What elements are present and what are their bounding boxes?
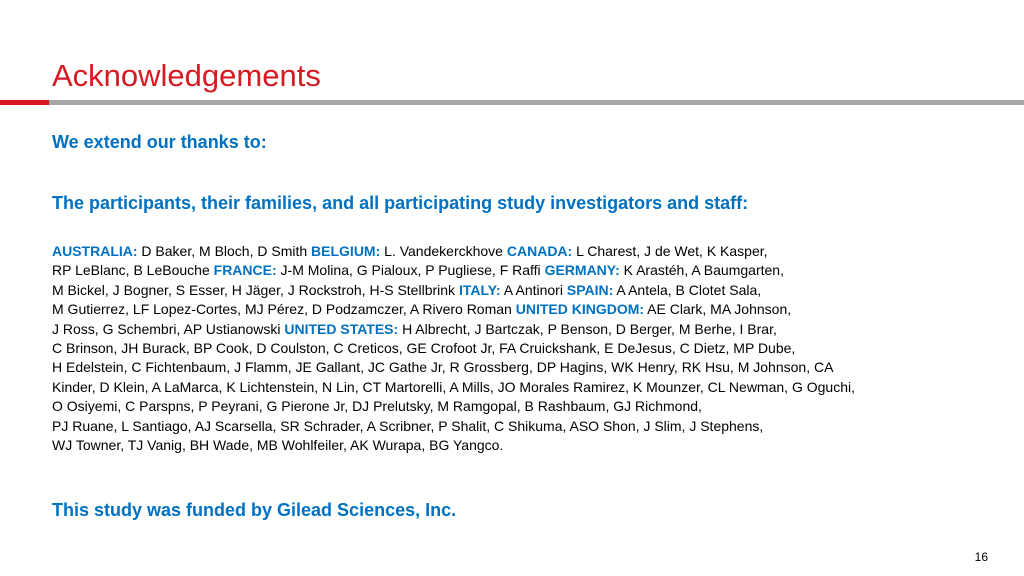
investigator-names: J Ross, G Schembri, AP Ustianowski <box>52 320 285 337</box>
acknowledgement-line <box>52 378 1012 397</box>
investigator-names: O Osiyemi, C Parspns, P Peyrani, G Pierone Jr, DJ Prelutsky, M Ramgopal, B Rashbaum, GJ Richmond, <box>52 398 702 415</box>
title-rule-accent <box>0 100 49 105</box>
investigator-names: L Charest, J de Wet, K Kasper, <box>572 243 768 259</box>
investigator-names: H Albrecht, J Bartczak, P Benson, D Berger, M Berhe, I Brar, <box>398 320 777 337</box>
country-label: BELGIUM: <box>311 243 381 259</box>
investigator-names: RP LeBlanc, B LeBouche <box>52 262 214 279</box>
investigator-names: K Arastéh, A Baumgarten, <box>619 262 784 279</box>
investigator-names: PJ Ruane, L Santiago, AJ Scarsella, SR Schrader, A Scribner, P Shalit, C Shikuma, ASO Shon, J Slim, J Stephens, <box>52 417 764 434</box>
funding-statement: This study was funded by Gilead Sciences, Inc. <box>52 500 457 520</box>
acknowledgement-line <box>52 261 1012 280</box>
investigator-names: WJ Towner, TJ Vanig, BH Wade, MB Wohlfeiler, AK Wurapa, BG Yangco. <box>52 436 504 453</box>
country-label: GERMANY: <box>544 262 620 279</box>
acknowledgement-line <box>52 417 1012 436</box>
participants-heading: The participants, their families, and all participating study investigators and staff: <box>52 193 749 213</box>
country-label: FRANCE: <box>213 262 277 279</box>
investigator-names: J-M Molina, G Pialoux, P Pugliese, F Raffi <box>276 262 545 279</box>
investigator-names: Kinder, D Klein, A LaMarca, K Lichtenstein, N Lin, CT Martorelli, A Mills, JO Morales Ramirez, K Mounzer, CL Newman, G Oguchi, <box>52 378 855 395</box>
acknowledgement-list <box>52 242 1012 455</box>
acknowledgement-line <box>52 358 1012 377</box>
country-label: AUSTRALIA: <box>52 243 138 259</box>
page-number: 16 <box>974 550 988 564</box>
investigator-names: AE Clark, MA Johnson, <box>644 301 792 318</box>
thanks-heading: We extend our thanks to: <box>52 132 267 152</box>
investigator-names: C Brinson, JH Burack, BP Cook, D Coulston, C Creticos, GE Crofoot Jr, FA Cruickshank, E DeJesus, C Dietz, MP Dube, <box>52 339 796 356</box>
acknowledgement-line <box>52 300 1012 319</box>
title-rule <box>49 100 1024 105</box>
acknowledgement-line <box>52 339 1012 358</box>
country-label: CANADA: <box>506 243 573 259</box>
investigator-names: H Edelstein, C Fichtenbaum, J Flamm, JE Gallant, JC Gathe Jr, R Grossberg, DP Hagins, WK Henry, RK Hsu, M Johnson, CA <box>52 359 834 376</box>
country-label: UNITED STATES: <box>284 320 399 337</box>
investigator-names: D Baker, M Bloch, D Smith <box>137 243 312 259</box>
acknowledgement-line <box>52 281 1012 300</box>
acknowledgement-line <box>52 320 1012 339</box>
slide-title: Acknowledgements <box>52 58 321 93</box>
investigator-names: L. Vandekerckhove <box>380 243 507 259</box>
country-label: SPAIN: <box>566 281 614 298</box>
acknowledgement-line <box>52 242 1012 261</box>
investigator-names: M Bickel, J Bogner, S Esser, H Jäger, J Rockstroh, H-S Stellbrink <box>52 281 459 298</box>
investigator-names: A Antinori <box>500 281 567 298</box>
country-label: ITALY: <box>458 281 501 298</box>
investigator-names: A Antela, B Clotet Sala, <box>613 281 762 298</box>
acknowledgement-line <box>52 436 1012 455</box>
investigator-names: M Gutierrez, LF Lopez-Cortes, MJ Pérez, D Podzamczer, A Rivero Roman <box>52 301 516 318</box>
acknowledgement-line <box>52 397 1012 416</box>
country-label: UNITED KINGDOM: <box>515 301 645 318</box>
